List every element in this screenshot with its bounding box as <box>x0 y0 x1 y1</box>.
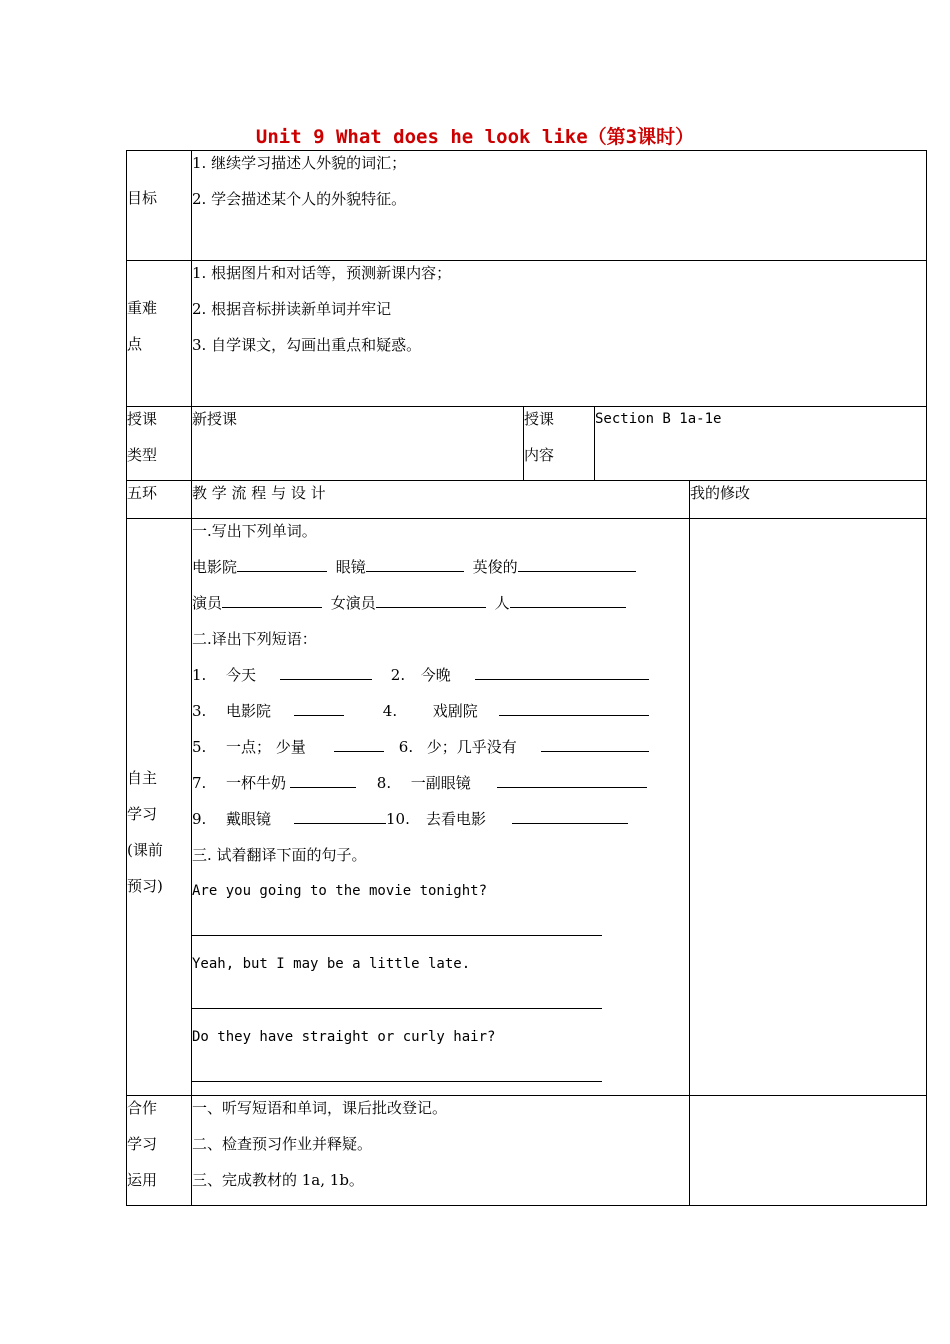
key-points-content <box>192 261 927 407</box>
word-prompt: 英俊的 <box>472 558 518 576</box>
key-points-label-cell <box>127 261 192 407</box>
goals-label: 目标 <box>127 189 158 207</box>
phrase-prompt: 一点； 少量 <box>226 738 306 756</box>
translation-blank[interactable] <box>192 982 602 1009</box>
phrase-number: 10. <box>386 810 410 828</box>
key-point-item: 2. 根据音标拼读新单词并牢记 <box>192 300 392 318</box>
word-prompt: 电影院 <box>192 558 238 576</box>
phrase-prompt: 电影院 <box>226 702 272 720</box>
phrase-blank[interactable] <box>334 737 384 752</box>
word-blank[interactable] <box>376 593 486 608</box>
phrase-number: 3. <box>192 702 207 720</box>
cooperation-label-line: 运用 <box>127 1171 158 1189</box>
goals-label-cell <box>127 151 192 261</box>
self-study-label-line: 预习) <box>127 877 163 895</box>
phrase-prompt: 戏剧院 <box>432 702 478 720</box>
self-study-revision-cell[interactable] <box>690 519 927 1096</box>
self-study-content <box>192 519 690 1096</box>
lesson-plan-table <box>126 150 927 1206</box>
phrase-row <box>192 729 689 765</box>
phrase-blank[interactable] <box>290 773 356 788</box>
sentence: Do they have straight or curly hair? <box>192 1029 496 1045</box>
self-study-label-cell <box>127 519 192 1096</box>
section3-title: 三. 试着翻译下面的句子。 <box>192 846 367 864</box>
header-col2-text: 教 学 流 程 与 设 计 <box>192 484 326 502</box>
section1-title: 一.写出下列单词。 <box>192 522 317 540</box>
header-col3 <box>690 481 927 519</box>
phrase-blank[interactable] <box>497 773 647 788</box>
section2-title: 二.译出下列短语： <box>192 630 317 648</box>
phrase-prompt: 一杯牛奶 <box>226 774 287 792</box>
goals-content <box>192 151 927 261</box>
lesson-type-label-line: 类型 <box>127 446 158 464</box>
cooperation-label-cell <box>127 1096 192 1206</box>
phrase-blank[interactable] <box>499 701 649 716</box>
phrase-prompt: 今天 <box>226 666 257 684</box>
phrase-number: 1. <box>192 666 207 684</box>
phrase-row <box>192 801 689 837</box>
lesson-type-label-cell <box>127 407 192 481</box>
key-points-label-line: 点 <box>127 335 143 353</box>
key-points-row <box>127 261 927 407</box>
words-row <box>192 549 689 585</box>
phrase-prompt: 去看电影 <box>426 810 487 828</box>
goals-item: 1. 继续学习描述人外貌的词汇； <box>192 154 407 172</box>
lesson-type-row <box>127 407 927 481</box>
key-point-item: 3. 自学课文，勾画出重点和疑惑。 <box>192 336 422 354</box>
phrase-blank[interactable] <box>541 737 649 752</box>
cooperation-item: 三、完成教材的 1a, 1b。 <box>192 1171 364 1189</box>
phrase-row <box>192 765 689 801</box>
self-study-label-line: 自主 <box>127 769 158 787</box>
translation-blank[interactable] <box>192 909 602 936</box>
word-blank[interactable] <box>222 593 322 608</box>
cooperation-row <box>127 1096 927 1206</box>
self-study-row <box>127 519 927 1096</box>
word-prompt: 女演员 <box>330 594 376 612</box>
phrase-number: 7. <box>192 774 207 792</box>
word-blank[interactable] <box>237 557 327 572</box>
phrase-prompt: 少；几乎没有 <box>426 738 517 756</box>
phrase-blank[interactable] <box>280 665 372 680</box>
word-blank[interactable] <box>518 557 636 572</box>
goals-row <box>127 151 927 261</box>
word-prompt: 演员 <box>192 594 223 612</box>
header-col1-text: 五环 <box>127 484 158 502</box>
self-study-label-line: (课前 <box>127 841 163 859</box>
lesson-content-label-line: 授课 <box>524 410 555 428</box>
phrase-blank[interactable] <box>512 809 628 824</box>
goals-item: 2. 学会描述某个人的外貌特征。 <box>192 190 407 208</box>
phrase-number: 2. <box>390 666 406 684</box>
phrase-number: 9. <box>192 810 207 828</box>
word-blank[interactable] <box>366 557 464 572</box>
cooperation-item: 一、听写短语和单词，课后批改登记。 <box>192 1099 448 1117</box>
phrase-prompt: 今晚 <box>420 666 451 684</box>
phrase-prompt: 一副眼镜 <box>410 774 471 792</box>
lesson-content-value: Section B 1a-1e <box>595 411 722 427</box>
cooperation-item: 二、检查预习作业并释疑。 <box>192 1135 373 1153</box>
phrase-number: 6. <box>398 738 414 756</box>
word-blank[interactable] <box>510 593 626 608</box>
phrase-row <box>192 693 689 729</box>
lesson-content-label-cell <box>524 407 595 481</box>
key-points-label-line: 重难 <box>127 299 158 317</box>
word-prompt: 人 <box>494 594 510 612</box>
words-row <box>192 585 689 621</box>
cooperation-label-line: 合作 <box>127 1099 158 1117</box>
word-prompt: 眼镜 <box>335 558 366 576</box>
translation-blank[interactable] <box>192 1055 602 1082</box>
sentence: Yeah, but I may be a little late. <box>192 956 471 972</box>
phrase-number: 8. <box>376 774 392 792</box>
lesson-content-value-cell <box>595 407 927 481</box>
lesson-type-value-cell <box>192 407 524 481</box>
phrase-number: 4. <box>382 702 398 720</box>
phrase-blank[interactable] <box>294 701 344 716</box>
lesson-type-label-line: 授课 <box>127 410 158 428</box>
phrase-number: 5. <box>192 738 207 756</box>
phrase-blank[interactable] <box>475 665 649 680</box>
phrase-prompt: 戴眼镜 <box>226 810 272 828</box>
cooperation-label-line: 学习 <box>127 1135 158 1153</box>
phrase-row <box>192 657 689 693</box>
key-point-item: 1. 根据图片和对话等，预测新课内容； <box>192 264 452 282</box>
phrase-blank[interactable] <box>294 809 386 824</box>
lesson-content-label-line: 内容 <box>524 446 555 464</box>
self-study-label-line: 学习 <box>127 805 158 823</box>
page-title: Unit 9 What does he look like（第3课时） <box>255 126 695 148</box>
header-col3-text: 我的修改 <box>690 484 751 502</box>
header-col1 <box>127 481 192 519</box>
sentence: Are you going to the movie tonight? <box>192 883 488 899</box>
cooperation-content <box>192 1096 690 1206</box>
cooperation-revision-cell[interactable] <box>690 1096 927 1206</box>
lesson-type-value: 新授课 <box>192 410 238 428</box>
